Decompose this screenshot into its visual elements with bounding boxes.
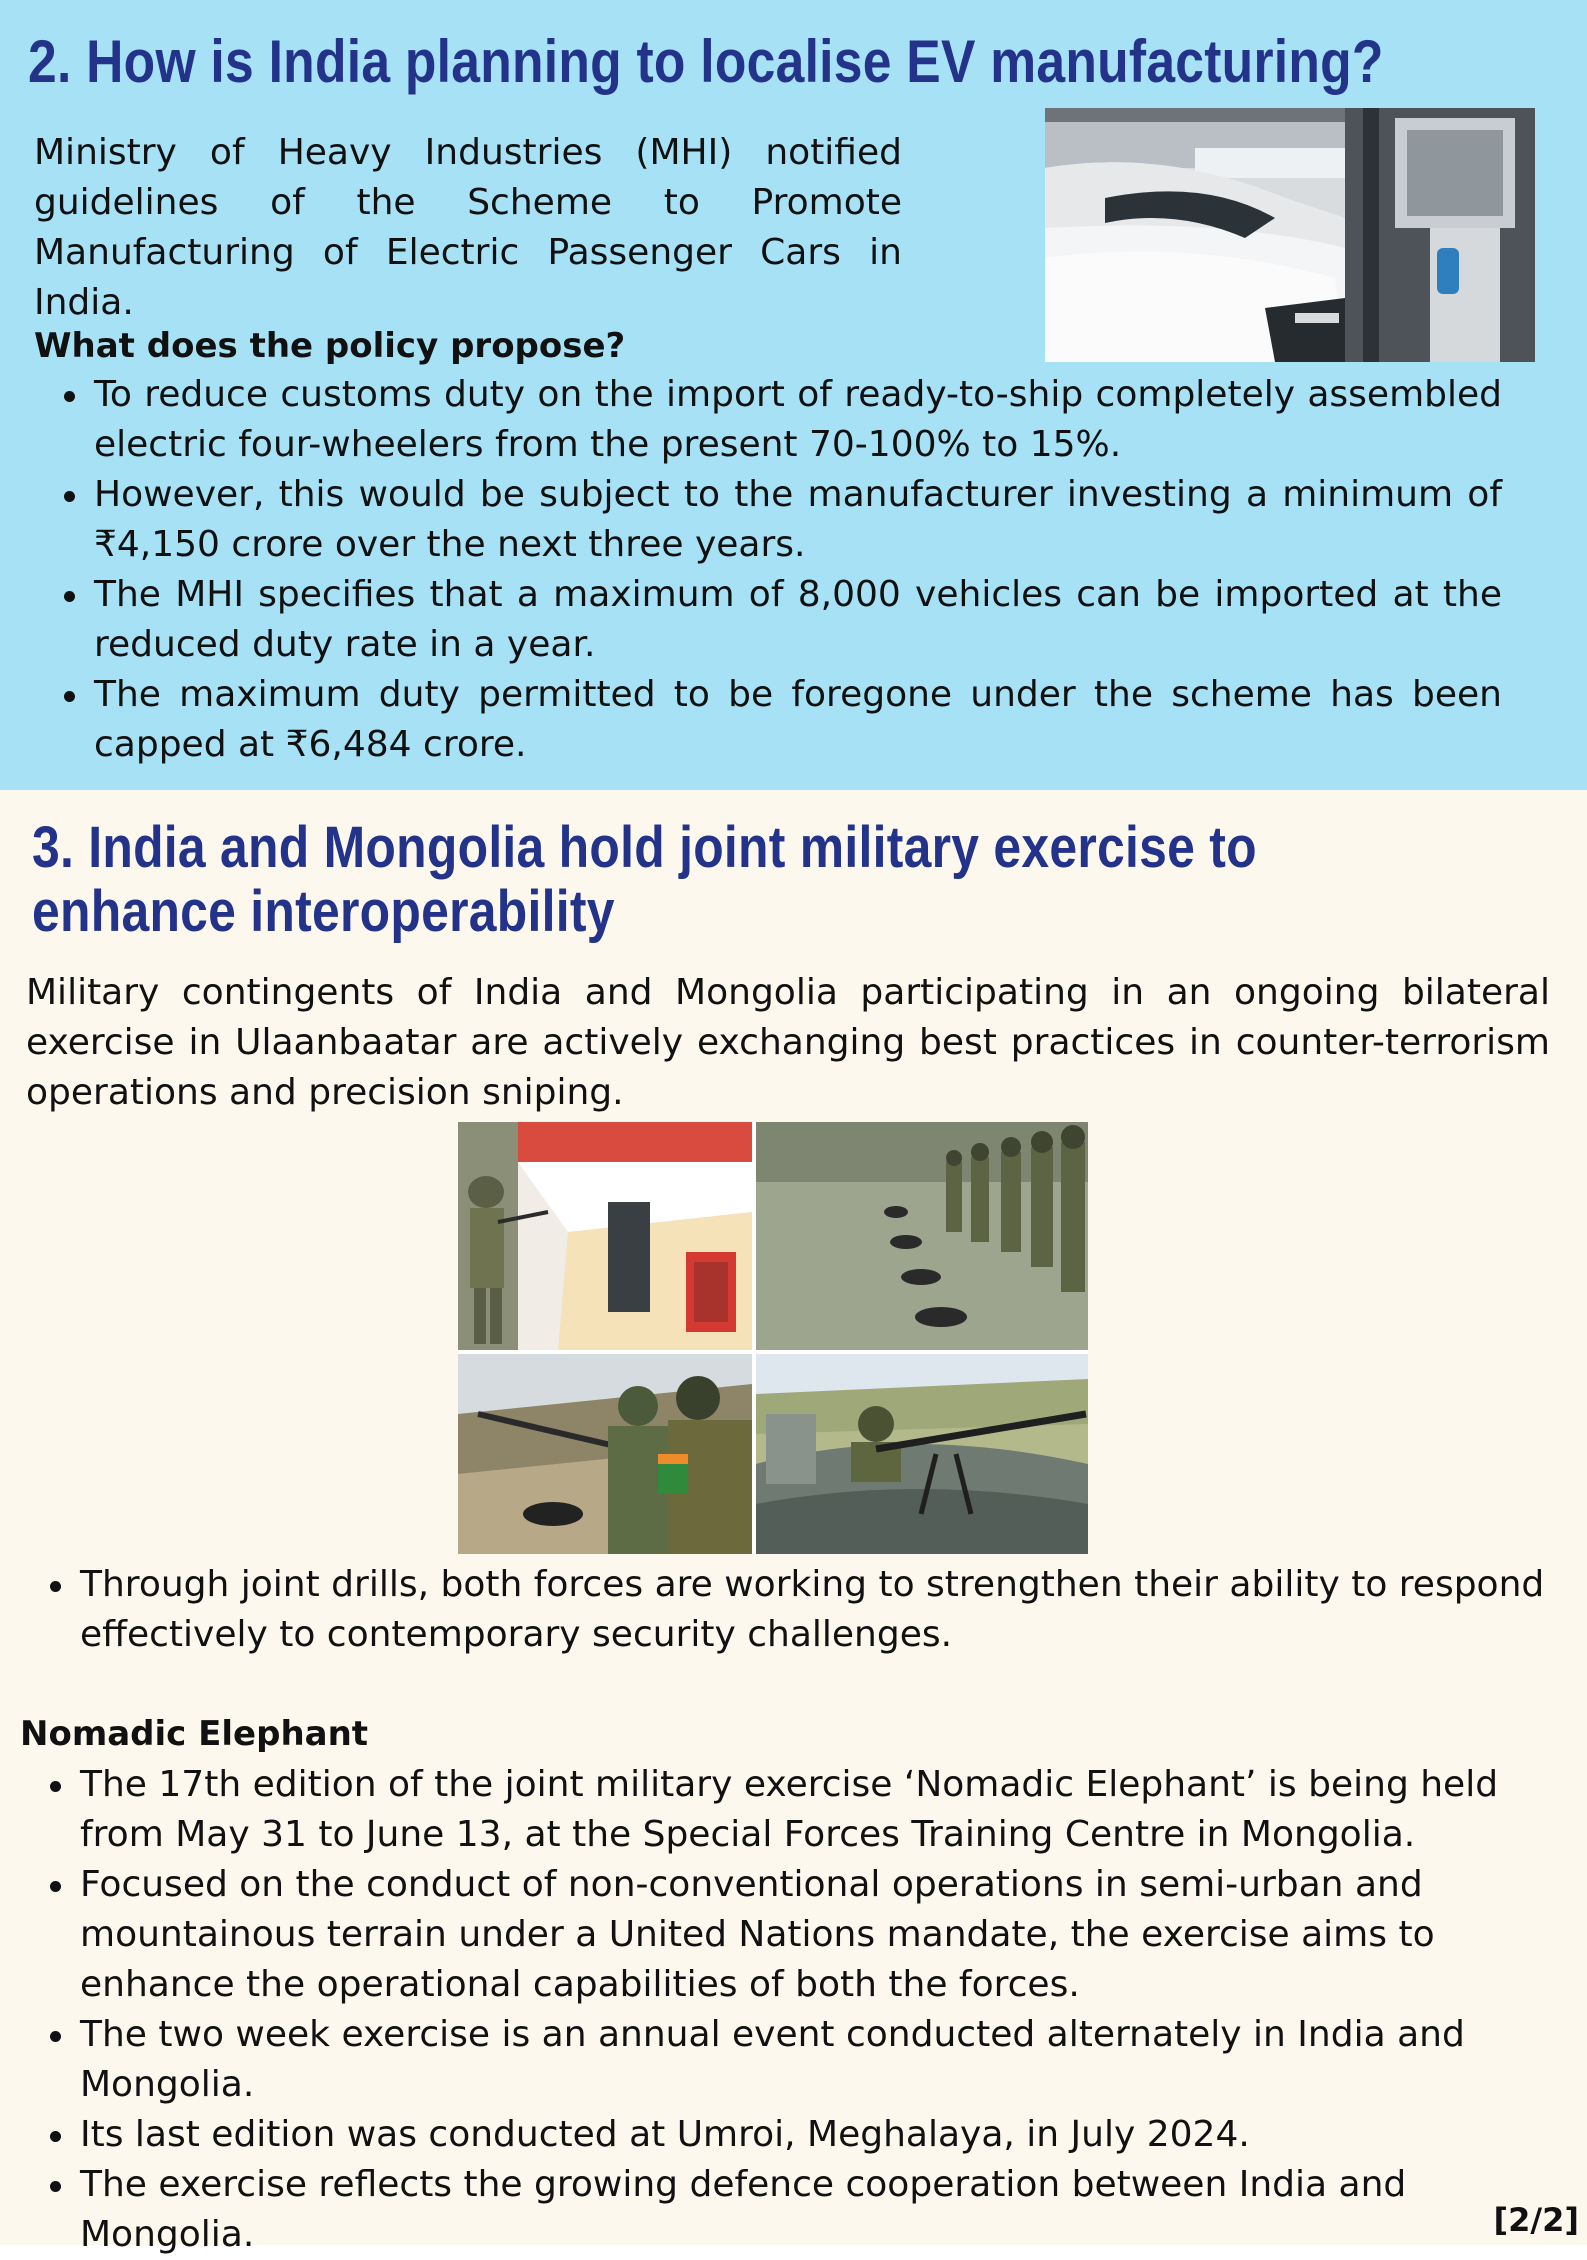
indoor-drill-photo [458,1122,752,1350]
list-item: Through joint drills, both forces are working to strengthen their ability to respond effectively to contemporary security challenges. [20,1560,1560,1660]
list-item: The 17th edition of the joint military exercise ‘Nomadic Elephant’ is being held from May 31 to June 13, at the Special Forces Training Centre in Mongolia. [20,1760,1565,1860]
ev-section-title: 2. How is India planning to localise EV manufacturing? [28,28,1384,95]
ev-intro-paragraph: Ministry of Heavy Industries (MHI) notified guidelines of the Scheme to Promote Manufacturing of Electric Passenger Cars in India. [34,132,902,323]
ev-charging-station-photo [1045,108,1535,362]
nomadic-elephant-heading: Nomadic Elephant [20,1714,369,1754]
military-exercise-photo-collage [458,1122,1088,1554]
drills-points-list [20,1560,1560,1660]
shooting-range-photo [756,1122,1088,1350]
policy-question-heading: What does the policy propose? [34,326,626,366]
list-item: The MHI specifies that a maximum of 8,000 vehicles can be imported at the reduced duty rate in a year. [34,570,1502,670]
list-item: However, this would be subject to the manufacturer investing a minimum of ₹4,150 crore over the next three years. [34,470,1502,570]
list-item: Focused on the conduct of non-conventional operations in semi-urban and mountainous terrain under a United Nations mandate, the exercise aims to enhance the operational capabilities of both the forces. [20,1860,1565,2010]
weapon-training-photo [458,1354,752,1554]
policy-points-list [34,370,1502,770]
military-intro-paragraph: Military contingents of India and Mongolia participating in an ongoing bilateral exercise in Ulaanbaatar are actively exchanging best practices in counter-terrorism operations and precision sniping. [26,972,1550,1113]
military-section-title: 3. India and Mongolia hold joint military exercise to enhance interoperability [32,815,1257,944]
list-item: The two week exercise is an annual event conducted alternately in India and Mongolia. [20,2010,1565,2110]
nomadic-elephant-points-list [20,1760,1565,2260]
armoured-vehicle-photo [756,1354,1088,1554]
list-item: The exercise reflects the growing defence cooperation between India and Mongolia. [20,2160,1565,2260]
list-item: To reduce customs duty on the import of ready-to-ship completely assembled electric four-wheelers from the present 70-100% to 15%. [34,370,1502,470]
ev-section [0,0,1587,790]
list-item: Its last edition was conducted at Umroi, Meghalaya, in July 2024. [20,2110,1565,2160]
list-item: The maximum duty permitted to be foregone under the scheme has been capped at ₹6,484 crore. [34,670,1502,770]
page-number-marker: [2/2] [1493,2201,1579,2239]
